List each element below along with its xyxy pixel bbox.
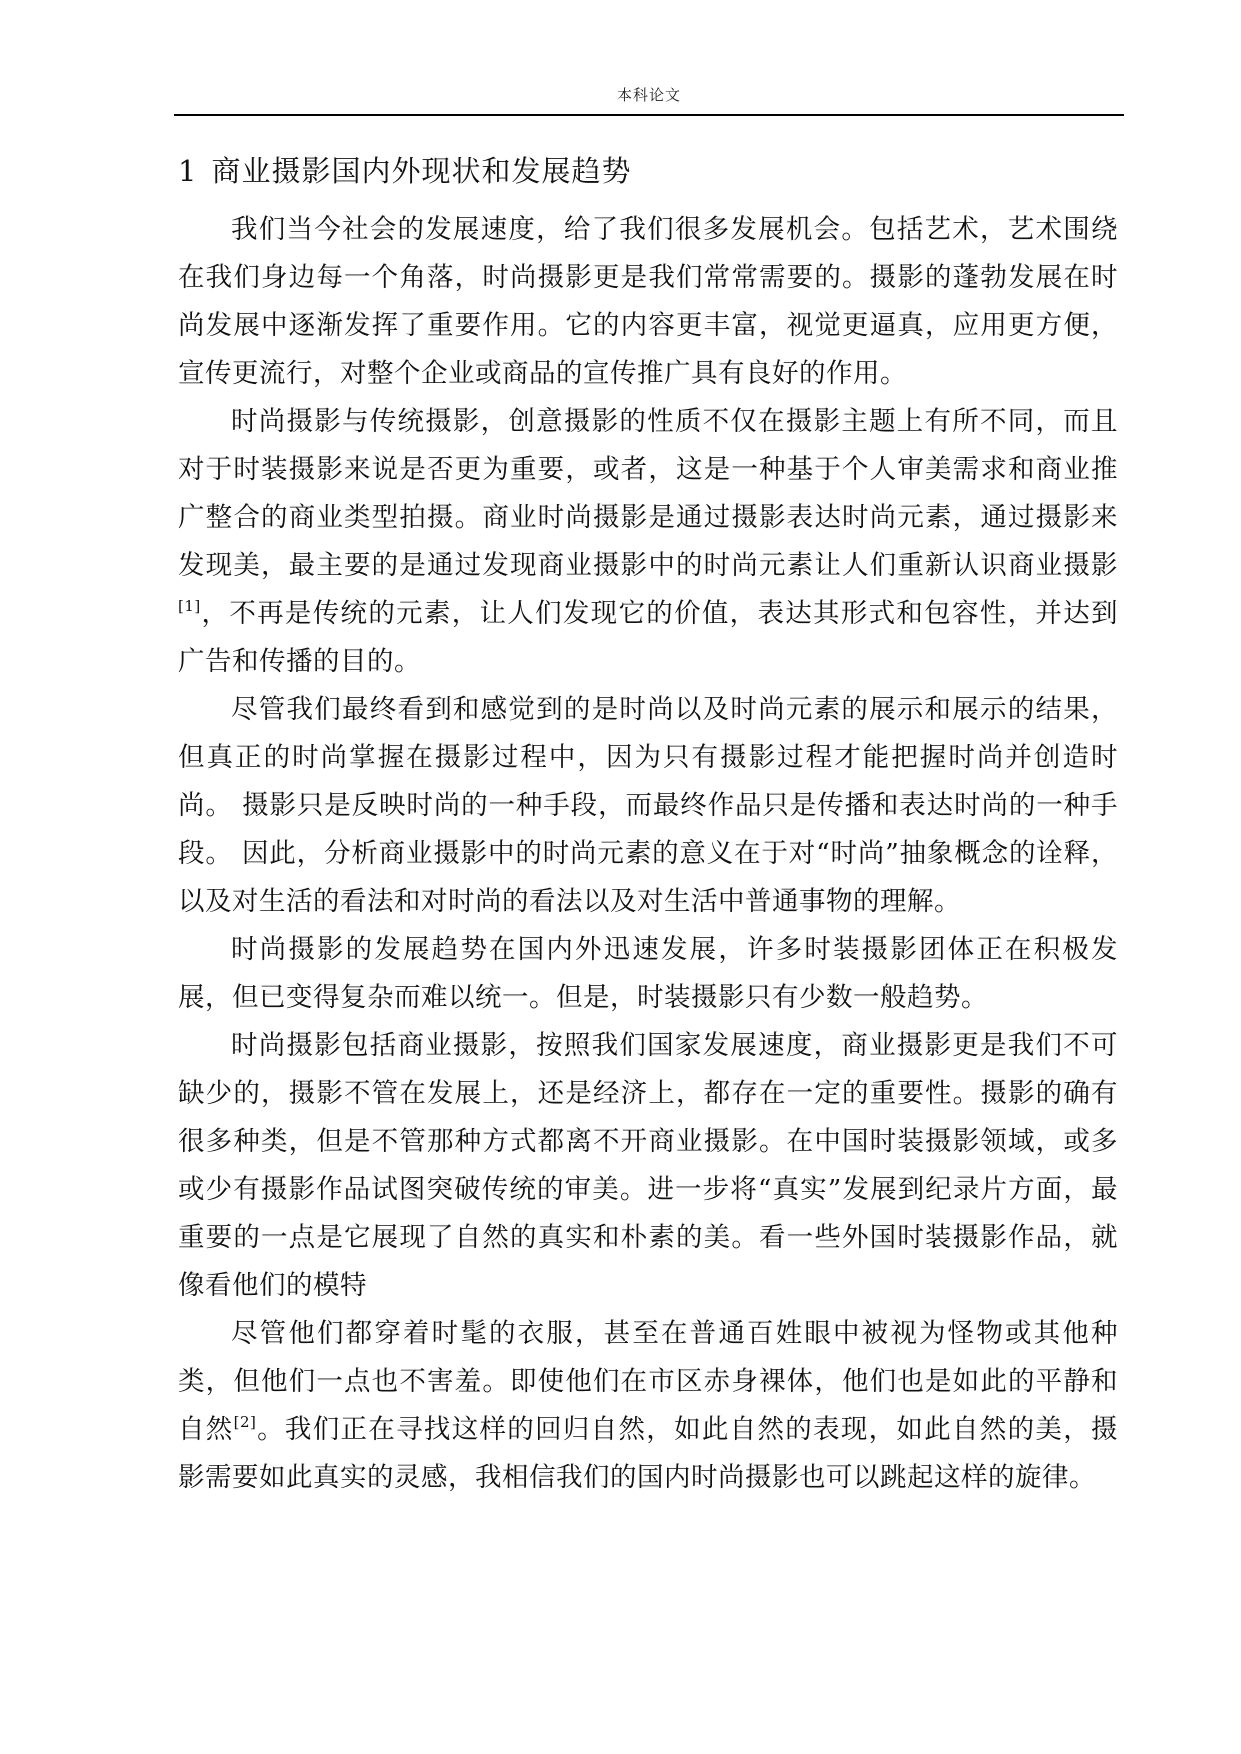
header-title: 本科论文 — [616, 86, 681, 104]
section-title: 商业摄影国内外现状和发展趋势 — [211, 154, 632, 188]
paragraph-text: ，不再是传统的元素，让人们发现它的价值，表达其形式和包容性，并达到广告和传播的目的。 — [178, 598, 1118, 677]
paragraph-5 — [178, 1022, 1118, 1310]
paragraph-4 — [178, 926, 1118, 1022]
document-body — [178, 148, 1118, 1502]
citation-marker: [1] — [178, 597, 201, 615]
paragraph-text: 尽管他们都穿着时髦的衣服，甚至在普通百姓眼中被视为怪物或其他种类，但他们一点也不害羞。即使他们在市区赤身裸体，他们也是如此的平静和自然 — [178, 1318, 1118, 1445]
section-heading — [178, 148, 1118, 194]
paragraph-text: 时尚摄影与传统摄影，创意摄影的性质不仅在摄影主题上有所不同，而且对于时装摄影来说是否更为重要，或者，这是一种基于个人审美需求和商业推广整合的商业类型拍摄。商业时尚摄影是通过摄影表达时尚元素，通过摄影来发现美，最主要的是通过发现商业摄影中的时尚元素让人们重新认识商业摄影 — [178, 406, 1118, 581]
paragraph-text: 尽管我们最终看到和感觉到的是时尚以及时尚元素的展示和展示的结果，但真正的时尚掌握在摄影过程中，因为只有摄影过程才能把握时尚并创造时尚。 摄影只是反映时尚的一种手段，而最终作品只是传播和表达时尚的一种手段。 因此，分析商业摄影中的时尚元素的意义在于对“时尚”抽象概念的诠释，以及对生活的看法和对时尚的看法以及对生活中普通事物的理解。 — [178, 694, 1118, 917]
paragraph-text: 我们当今社会的发展速度，给了我们很多发展机会。包括艺术，艺术围绕在我们身边每一个角落，时尚摄影更是我们常常需要的。摄影的蓬勃发展在时尚发展中逐渐发挥了重要作用。它的内容更丰富，视觉更逼真，应用更方便，宣传更流行，对整个企业或商品的宣传推广具有良好的作用。 — [178, 214, 1118, 389]
page-header — [174, 84, 1124, 116]
paragraph-1 — [178, 206, 1118, 398]
paragraph-2 — [178, 398, 1118, 686]
paragraph-text: 时尚摄影包括商业摄影，按照我们国家发展速度，商业摄影更是我们不可缺少的，摄影不管在发展上，还是经济上，都存在一定的重要性。摄影的确有很多种类，但是不管那种方式都离不开商业摄影。在中国时装摄影领域，或多或少有摄影作品试图突破传统的审美。进一步将“真实”发展到纪录片方面，最重要的一点是它展现了自然的真实和朴素的美。看一些外国时装摄影作品，就像看他们的模特 — [178, 1030, 1118, 1301]
paragraph-text: 时尚摄影的发展趋势在国内外迅速发展，许多时装摄影团体正在积极发展，但已变得复杂而难以统一。但是，时装摄影只有少数一般趋势。 — [178, 934, 1118, 1013]
paragraph-text: 。我们正在寻找这样的回归自然，如此自然的表现，如此自然的美，摄影需要如此真实的灵感，我相信我们的国内时尚摄影也可以跳起这样的旋律。 — [178, 1414, 1119, 1493]
paragraph-3 — [178, 686, 1118, 926]
citation-marker: [2] — [233, 1413, 257, 1431]
paragraph-6 — [178, 1310, 1118, 1502]
section-number: 1 — [178, 154, 198, 188]
